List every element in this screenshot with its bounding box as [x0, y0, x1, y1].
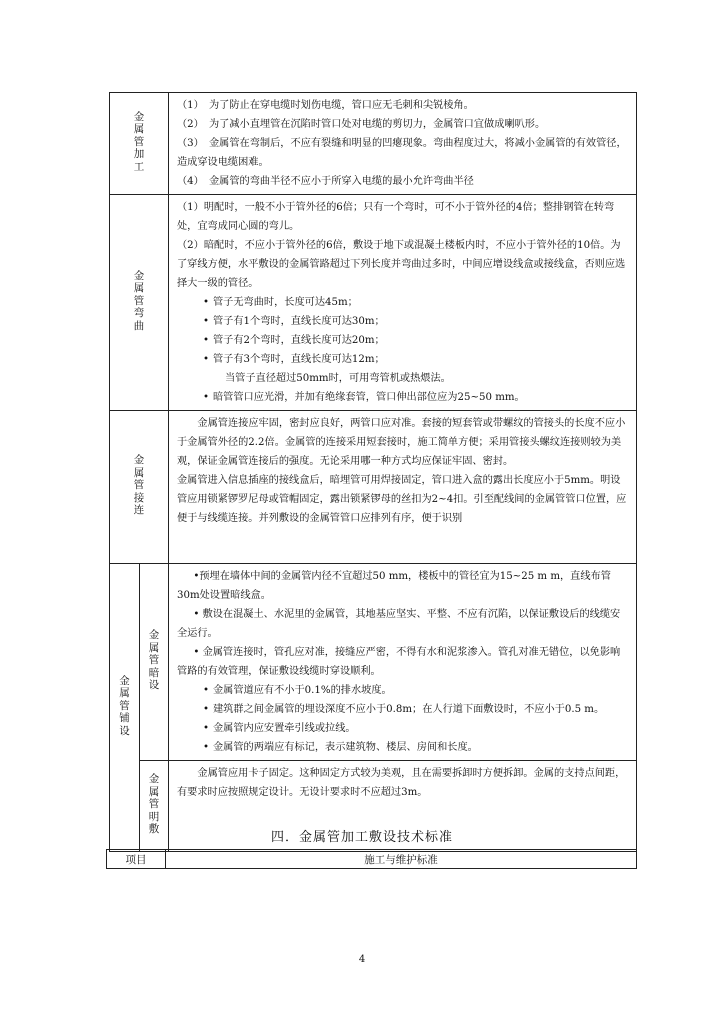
bending-para-2: （2）暗配时，不应小于管外径的6倍，敷设于地下或混凝土楼板内时，不应小于管外径的10倍。为了穿线方便，水平敷设的金属管路超过下列长度并弯曲过多时，中间应增设线盒或接线盒，否则应选择大一级的管径。 — [177, 240, 626, 289]
bending-bullet-4-text: 管子有3个弯时，直线长度可达12m； — [213, 354, 385, 365]
bending-label: 金属管弯曲 — [133, 269, 145, 332]
processing-label-cell — [110, 93, 169, 195]
bending-bullet-2 — [177, 312, 630, 331]
processing-label: 金属管加工 — [133, 110, 145, 173]
bullet-dot: • — [203, 723, 210, 734]
laying-label: 金属管铺设 — [119, 674, 130, 737]
bending-bullet-3-text: 管子有2个弯时，直线长度可达20m； — [213, 335, 385, 346]
concealed-item-2-text: 敷设在混凝土、水泥里的金属管，其地基应坚实、平整、不应有沉陷，以保证敷设后的线缆安全运行。 — [177, 609, 621, 639]
row-connection — [110, 411, 637, 564]
bending-content — [169, 195, 637, 411]
processing-item-2: （2） 为了减小直埋管在沉陷时管口处对电缆的剪切力，金属管口宜做成喇叭形。 — [177, 119, 546, 130]
concealed-label: 金属管暗设 — [148, 629, 160, 691]
concealed-item-5 — [177, 700, 630, 719]
bullet-dot: • — [203, 316, 210, 327]
processing-content — [169, 93, 637, 195]
page-number: 4 — [358, 954, 366, 965]
row-bending — [110, 195, 637, 411]
concealed-item-1-text: 预埋在墙体中间的金属管内径不宜超过50 mm，楼板中的管径宜为15~25 m m，直线布管30m处设置暗线盒。 — [177, 571, 611, 601]
concealed-item-1: •预埋在墙体中间的金属管内径不宜超过50 mm，楼板中的管径宜为15~25 m m，直线布管30m处设置暗线盒。 — [177, 571, 611, 601]
standards-col-item: 项目 — [107, 850, 166, 869]
metal-pipe-table — [109, 92, 637, 852]
connection-label-cell — [110, 411, 169, 564]
standards-header-row — [107, 850, 637, 869]
bullet-dot: • — [203, 392, 210, 403]
bending-bullet-3 — [177, 331, 630, 350]
processing-item-1: （1） 为了防止在穿电缆时划伤电缆，管口应无毛刺和尖锐棱角。 — [177, 100, 474, 111]
bending-bullet-4 — [177, 350, 630, 369]
concealed-item-7-text: 金属管的两端应有标记，表示建筑物、楼层、房间和长度。 — [213, 742, 478, 753]
bending-bullet-1 — [177, 293, 630, 312]
concealed-item-6-text: 金属管内应安置牵引线或拉线。 — [213, 723, 356, 734]
bending-para-1: （1）明配时，一般不小于管外径的6倍；只有一个弯时，可不小于管外径的4倍；整排钢管在转弯处，宜弯成同心圆的弯儿。 — [177, 202, 615, 232]
concealed-label-cell — [140, 564, 169, 761]
concealed-content — [169, 564, 637, 761]
concealed-item-4 — [177, 681, 630, 700]
concealed-item-5-text: 建筑群之间金属管的埋设深度不应小于0.8m；在人行道下面敷设时，不应小于0.5 m。 — [213, 704, 605, 715]
bending-bullet-2-text: 管子有1个弯时，直线长度可达30m； — [213, 316, 385, 327]
concealed-item-7 — [177, 738, 630, 757]
processing-item-4: （4） 金属管的弯曲半径不应小于所穿入电缆的最小允许弯曲半径 — [177, 176, 474, 187]
exposed-label: 金属管明敷 — [148, 773, 160, 835]
bending-bullet-5 — [177, 388, 630, 407]
row-laying-concealed — [110, 564, 637, 761]
concealed-item-2: • 敷设在混凝土、水泥里的金属管，其地基应坚实、平整、不应有沉陷，以保证敷设后的线缆安全运行。 — [177, 609, 621, 639]
connection-para-1: 金属管连接应牢固，密封应良好，两管口应对准。套接的短套管或带螺纹的管接头的长度不应小于金属管外径的2.2倍。金属管的连接采用短套接时，施工简单方便；采用管接头螺纹连接则较为美观，保证金属管连接后的强度。无论采用哪一种方式均应保证牢固、密封。 — [177, 418, 626, 467]
exposed-text: 金属管应用卡子固定。这种固定方式较为美观，且在需要拆卸时方便拆卸。金属的支持点间距，有要求时应按照规定设计。无设计要求时不应超过3m。 — [177, 768, 626, 798]
standards-table — [106, 849, 637, 869]
standards-col-standard: 施工与维护标准 — [166, 850, 637, 869]
standards-section-title: 四．金属管加工敷设技术标准 — [270, 830, 453, 845]
processing-item-3: （3） 金属管在弯制后，不应有裂缝和明显的凹瘪现象。弯曲程度过大，将减小金属管的有效管径，造成穿设电缆困难。 — [177, 138, 627, 168]
connection-content — [169, 411, 637, 564]
bending-label-cell — [110, 195, 169, 411]
row-processing — [110, 93, 637, 195]
bullet-dot: • — [203, 742, 210, 753]
bullet-dot: • — [203, 704, 210, 715]
concealed-item-4-text: 金属管道应有不小于0.1%的排水坡度。 — [213, 685, 392, 696]
bullet-dot: • — [203, 335, 210, 346]
connection-label: 金属管接连 — [133, 454, 145, 516]
concealed-item-3: • 金属管连接时，管孔应对准，接缝应严密，不得有水和泥浆渗入。管孔对准无错位，以免影响管路的有效管理，保证敷设线缆时穿设顺利。 — [177, 647, 621, 677]
bending-note: 当管子直径超过50mm时，可用弯管机或热煨法。 — [225, 373, 451, 384]
bullet-dot: • — [203, 297, 210, 308]
connection-para-2: 金属管进入信息插座的接线盒后，暗埋管可用焊接固定，管口进入盒的露出长度应小于5mm。明设管应用锁紧锣罗尼母或管帽固定，露出锁紧锣母的丝扣为2~4扣。引至配线间的金属管管口位置，应便于与线缆连接。并列敷设的金属管管口应排列有序，便于识别 — [177, 475, 627, 524]
bending-bullet-1-text: 管子无弯曲时，长度可达45m； — [213, 297, 358, 308]
bullet-dot: • — [203, 354, 210, 365]
bending-bullet-5-text: 暗管管口应光滑，并加有绝缘套管，管口伸出部位应为25~50 mm。 — [213, 392, 525, 403]
laying-label-cell — [110, 564, 140, 852]
concealed-item-6 — [177, 719, 630, 738]
bullet-dot: • — [203, 685, 210, 696]
concealed-item-3-text: 金属管连接时，管孔应对准，接缝应严密，不得有水和泥浆渗入。管孔对准无错位，以免影响管路的有效管理，保证敷设线缆时穿设顺利。 — [177, 647, 621, 677]
